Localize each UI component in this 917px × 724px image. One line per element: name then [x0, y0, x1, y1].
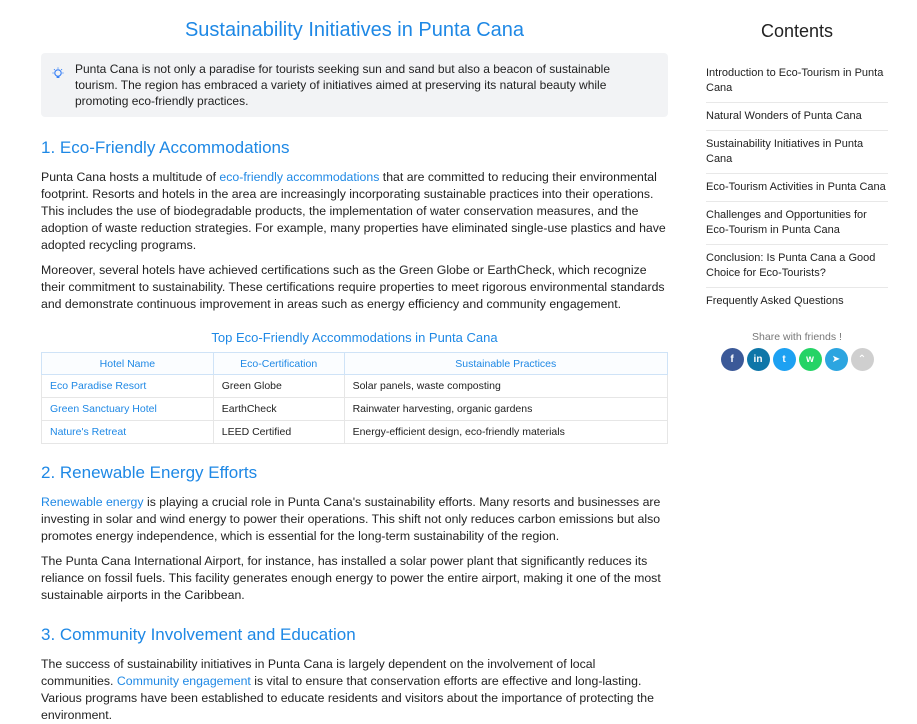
- table-cell: EarthCheck: [213, 398, 344, 421]
- table-title: Top Eco-Friendly Accommodations in Punta Cana: [211, 330, 498, 345]
- table-cell: Energy-efficient design, eco-friendly materials: [344, 421, 667, 444]
- table-row: [42, 398, 668, 421]
- toc-item[interactable]: Eco-Tourism Activities in Punta Cana: [706, 174, 888, 202]
- intro-text: Punta Cana is not only a paradise for tourists seeking sun and sand but also a beacon of sustainable tourism. The region has embraced a variety of initiatives aimed at preserving its natural beauty while promoting eco-friendly practices.: [75, 62, 611, 108]
- share-buttons: [706, 348, 888, 371]
- page-title: Sustainability Initiatives in Punta Cana: [184, 19, 525, 41]
- lightbulb-icon: [51, 67, 65, 81]
- table-header-row: [42, 353, 668, 375]
- table-cell: Rainwater harvesting, organic gardens: [344, 398, 667, 421]
- table-row: [42, 421, 668, 444]
- table-cell: LEED Certified: [213, 421, 344, 444]
- eco-accommodations-link[interactable]: eco-friendly accommodations: [219, 170, 380, 184]
- toc-item[interactable]: Conclusion: Is Punta Cana a Good Choice for Eco-Tourists?: [706, 245, 888, 288]
- paragraph: Renewable energy is playing a crucial role in Punta Cana's sustainability efforts. Many resorts and businesses are investing in solar and wind energy to power their operations. This shift not only reduces carbon emissions but also promotes energy independence, which is essential for the long-term sustainability of the region.: [41, 495, 661, 543]
- paragraph: Moreover, several hotels have achieved certifications such as the Green Globe or EarthCheck, which recognize their commitment to sustainability. These certifications require properties to meet rigorous environmental standards and demonstrate continuous improvement in areas such as energy efficiency and community engagement.: [41, 263, 665, 311]
- table-cell: Solar panels, waste composting: [344, 375, 667, 398]
- hotel-name-link[interactable]: Nature's Retreat: [42, 421, 214, 444]
- column-header: Eco-Certification: [213, 353, 344, 375]
- toc-item[interactable]: Introduction to Eco-Tourism in Punta Cana: [706, 60, 888, 103]
- sidebar: [706, 0, 888, 371]
- share-title: Share with friends !: [752, 331, 842, 343]
- whatsapp-icon[interactable]: w: [799, 348, 822, 371]
- renewable-energy-link[interactable]: Renewable energy: [41, 495, 144, 509]
- toc-item[interactable]: Sustainability Initiatives in Punta Cana: [706, 131, 888, 174]
- section-heading-renewable-energy: 2. Renewable Energy Efforts: [41, 463, 258, 482]
- accommodations-table: [41, 352, 668, 444]
- linkedin-icon[interactable]: in: [747, 348, 770, 371]
- contents-title: Contents: [760, 21, 834, 41]
- table-cell: Green Globe: [213, 375, 344, 398]
- section-heading-accommodations: 1. Eco-Friendly Accommodations: [41, 138, 290, 157]
- toc-item[interactable]: Frequently Asked Questions: [706, 295, 844, 307]
- paragraph: The Punta Cana International Airport, for instance, has installed a solar power plant that significantly reduces its reliance on fossil fuels. This facility generates enough energy to power the entire airport, making it one of the most sustainable airports in the Caribbean.: [41, 554, 661, 602]
- column-header: Sustainable Practices: [344, 353, 667, 375]
- table-of-contents: [706, 60, 888, 315]
- hotel-name-link[interactable]: Green Sanctuary Hotel: [42, 398, 214, 421]
- toc-item[interactable]: Challenges and Opportunities for Eco-Tourism in Punta Cana: [706, 202, 888, 245]
- community-engagement-link[interactable]: Community engagement: [116, 674, 251, 688]
- toc-item[interactable]: Natural Wonders of Punta Cana: [706, 103, 888, 131]
- telegram-icon[interactable]: ➤: [825, 348, 848, 371]
- column-header: Hotel Name: [42, 353, 214, 375]
- scroll-top-icon[interactable]: ⌃: [851, 348, 874, 371]
- section-heading-community: 3. Community Involvement and Education: [41, 625, 356, 644]
- facebook-icon[interactable]: f: [721, 348, 744, 371]
- hotel-name-link[interactable]: Eco Paradise Resort: [42, 375, 214, 398]
- paragraph: The success of sustainability initiatives in Punta Cana is largely dependent on the involvement of local communities. Community engagement is vital to ensure that conservation efforts are effective and long-lasting. Various programs have been established to educate residents and visitors about the importance of protecting the environment.: [41, 657, 654, 722]
- twitter-icon[interactable]: t: [773, 348, 796, 371]
- paragraph: Punta Cana hosts a multitude of eco-friendly accommodations that are committed to reducing their environmental footprint. Resorts and hotels in the area are increasingly incorporating sustainable practices into their operations. This includes the use of biodegradable products, the implementation of water conservation measures, and the adoption of waste reduction strategies. For example, many properties have eliminated single-use plastics and have adopted recycling programs.: [41, 170, 666, 252]
- article: [41, 0, 668, 724]
- intro-callout: [41, 53, 668, 117]
- table-row: [42, 375, 668, 398]
